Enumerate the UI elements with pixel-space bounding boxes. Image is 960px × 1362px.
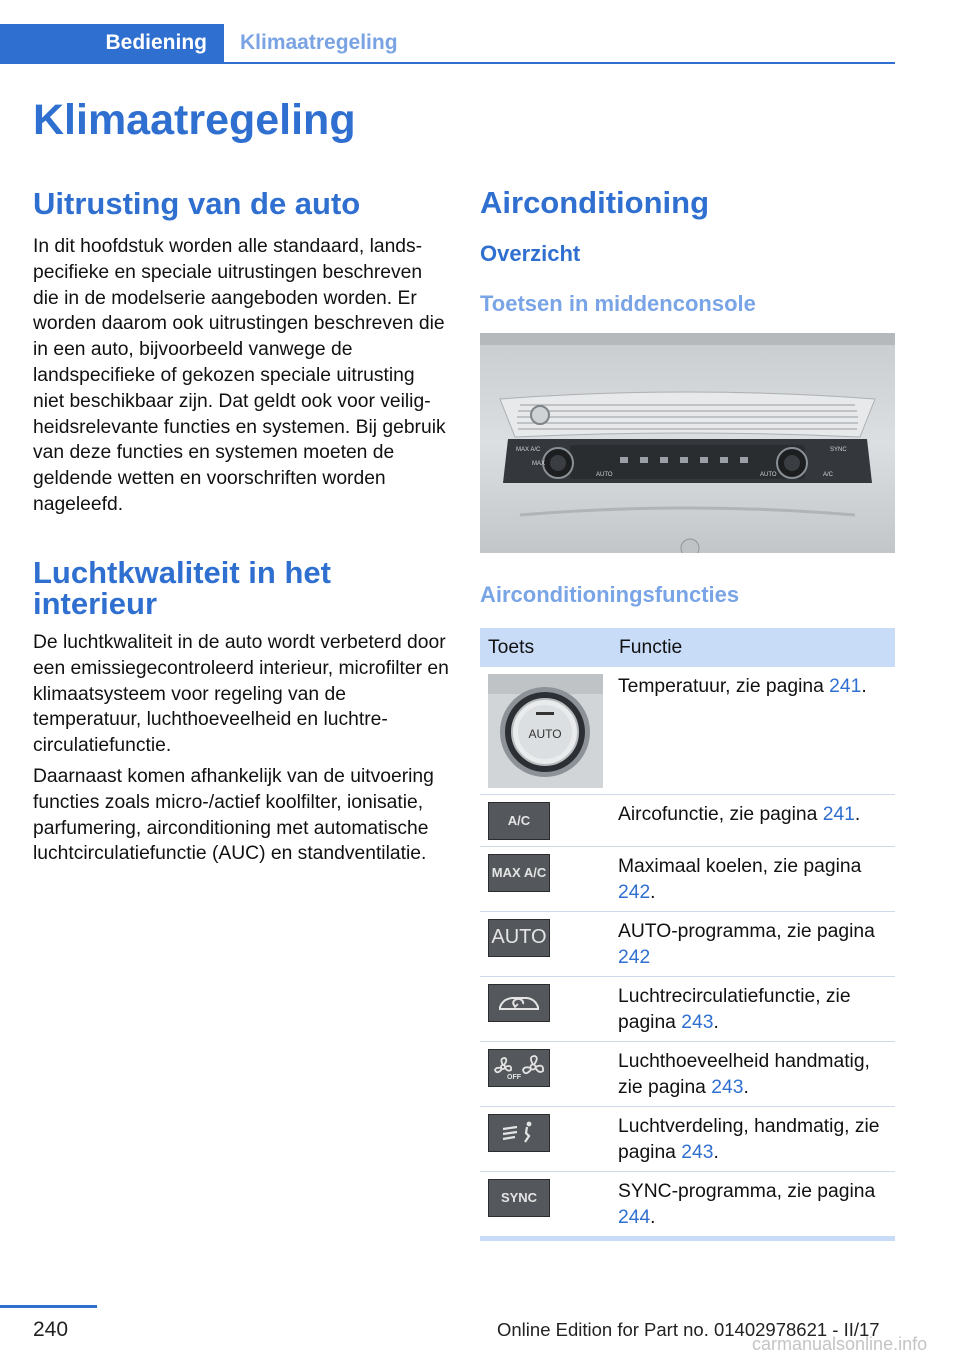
table-row: SYNC SYNC-programma, zie pagina 244. bbox=[480, 1172, 895, 1239]
heading-airconditioning: Airconditioning bbox=[480, 185, 710, 220]
fan-key-icon bbox=[488, 1049, 550, 1087]
page-link[interactable]: 241 bbox=[822, 804, 855, 825]
table-header-toets: Toets bbox=[480, 628, 611, 667]
ac-key-icon: A/C bbox=[488, 802, 550, 840]
chapter-tab[interactable]: Klimaatregeling bbox=[240, 31, 398, 54]
page-link[interactable]: 243 bbox=[681, 1141, 714, 1163]
table-row bbox=[480, 912, 895, 977]
row-text: Luchthoeveelheid handmatig, zie pagina bbox=[618, 1051, 870, 1098]
page-link[interactable]: 243 bbox=[681, 1011, 714, 1033]
paragraph-luchtkwaliteit-2: Daarnaast komen afhankelijk van de uitvoering functies zoals micro-/actief koolfilter, ionisatie, parfumering, airconditioning met automatische luchtcirculatiefunctie (AUC) en standventilatie. bbox=[33, 766, 434, 865]
page-number-rule bbox=[0, 1305, 97, 1308]
page-link[interactable]: 243 bbox=[711, 1076, 744, 1098]
table-header-functie: Functie bbox=[611, 628, 895, 667]
page-title: Klimaatregeling bbox=[33, 96, 356, 144]
heading-luchtkwaliteit bbox=[33, 557, 331, 619]
page-link[interactable]: 242 bbox=[618, 881, 651, 903]
heading-overzicht: Overzicht bbox=[480, 241, 581, 266]
heading-functies: Airconditioningsfuncties bbox=[480, 582, 740, 607]
page-link[interactable]: 244 bbox=[618, 1206, 651, 1228]
paragraph-uitrusting: In dit hoofdstuk worden alle standaard, landspecifieke en speciale uitrustingen beschreven die in de modelserie aangeboden worden. Er worden daarom ook uitrustingen beschreven die in een auto, bijvoorbeeld vanwege de landspecifieke of gekozen speciale uitrusting niet beschikbaar zijn. Dat geldt ook voor veiligheidsrelevante functies en systemen. Bij gebruik van deze functies en systemen moeten de geldende wetten en voorschriften worden nageleefd. bbox=[33, 236, 446, 515]
table-row: A/C Aircofunctie, zie pagina 241. bbox=[480, 795, 895, 847]
air-distribution-key-icon bbox=[488, 1114, 550, 1152]
photo-label-ac: A/C bbox=[823, 472, 834, 478]
page-link[interactable]: 241 bbox=[829, 676, 862, 697]
row-text: Aircofunctie, zie pagina bbox=[618, 804, 823, 825]
center-console-photo bbox=[480, 333, 895, 553]
heading-toetsen: Toetsen in middenconsole bbox=[480, 291, 756, 316]
temperature-knob-icon bbox=[488, 674, 603, 788]
table-row: MAX A/C Maximaal koelen, zie pagina 242. bbox=[480, 847, 895, 912]
page-link[interactable]: 242 bbox=[618, 946, 651, 968]
table-header-row bbox=[480, 628, 895, 667]
row-text: Luchtrecirculatiefunctie, zie pagina bbox=[618, 986, 851, 1033]
header-bar bbox=[0, 24, 895, 64]
edition-note: Online Edition for Part no. 01402978621 - II/17 bbox=[497, 1319, 880, 1340]
photo-label-max: MAX bbox=[532, 461, 546, 467]
row-text: Maximaal koelen, zie pagina bbox=[618, 856, 862, 877]
page-number: 240 bbox=[33, 1318, 69, 1341]
table-row: AUTO Temperatuur, zie pagina 241. bbox=[480, 667, 895, 795]
table-row: Luchtverdeling, handmatig, zie pagina 243. bbox=[480, 1107, 895, 1172]
sync-key-icon: SYNC bbox=[488, 1179, 550, 1217]
fan-off-label: OFF bbox=[507, 1074, 521, 1081]
recirculation-key-icon bbox=[488, 984, 550, 1022]
heading-luchtkwaliteit-line1: Luchtkwaliteit in het bbox=[33, 555, 331, 590]
row-text: AUTO-programma, zie pagina bbox=[618, 921, 875, 942]
auto-key-icon: AUTO bbox=[488, 919, 550, 957]
photo-label-auto-right: AUTO bbox=[760, 472, 777, 478]
row-text: Temperatuur, zie pagina bbox=[618, 676, 830, 697]
max-ac-key-icon: MAX A/C bbox=[488, 854, 550, 892]
table-row: Luchtrecirculatiefunctie, zie pagina 243. bbox=[480, 977, 895, 1042]
functions-table bbox=[480, 628, 895, 1241]
heading-luchtkwaliteit-line2: interieur bbox=[33, 586, 158, 621]
heading-uitrusting: Uitrusting van de auto bbox=[33, 186, 361, 221]
row-text: SYNC-programma, zie pagina bbox=[618, 1181, 876, 1202]
knob-label: AUTO bbox=[528, 727, 562, 741]
section-tab[interactable]: Bediening bbox=[0, 24, 224, 62]
paragraph-luchtkwaliteit-1: De luchtkwaliteit in de auto wordt verbeterd door een emissiegecontroleerd interieur, microfilter en klimaatsysteem voor regeling van de temperatuur, luchthoeveelheid en luchtrecirculatiefunctie. bbox=[33, 632, 449, 757]
row-text: Luchtverdeling, handmatig, zie pagina bbox=[618, 1116, 880, 1163]
watermark: carmanualsonline.info bbox=[752, 1334, 928, 1354]
photo-label-maxac: MAX A/C bbox=[516, 447, 541, 453]
photo-label-sync: SYNC bbox=[830, 447, 847, 453]
table-row: OFF Luchthoeveelheid handmatig, zie pagina 243. bbox=[480, 1042, 895, 1107]
photo-label-auto-left: AUTO bbox=[596, 472, 613, 478]
